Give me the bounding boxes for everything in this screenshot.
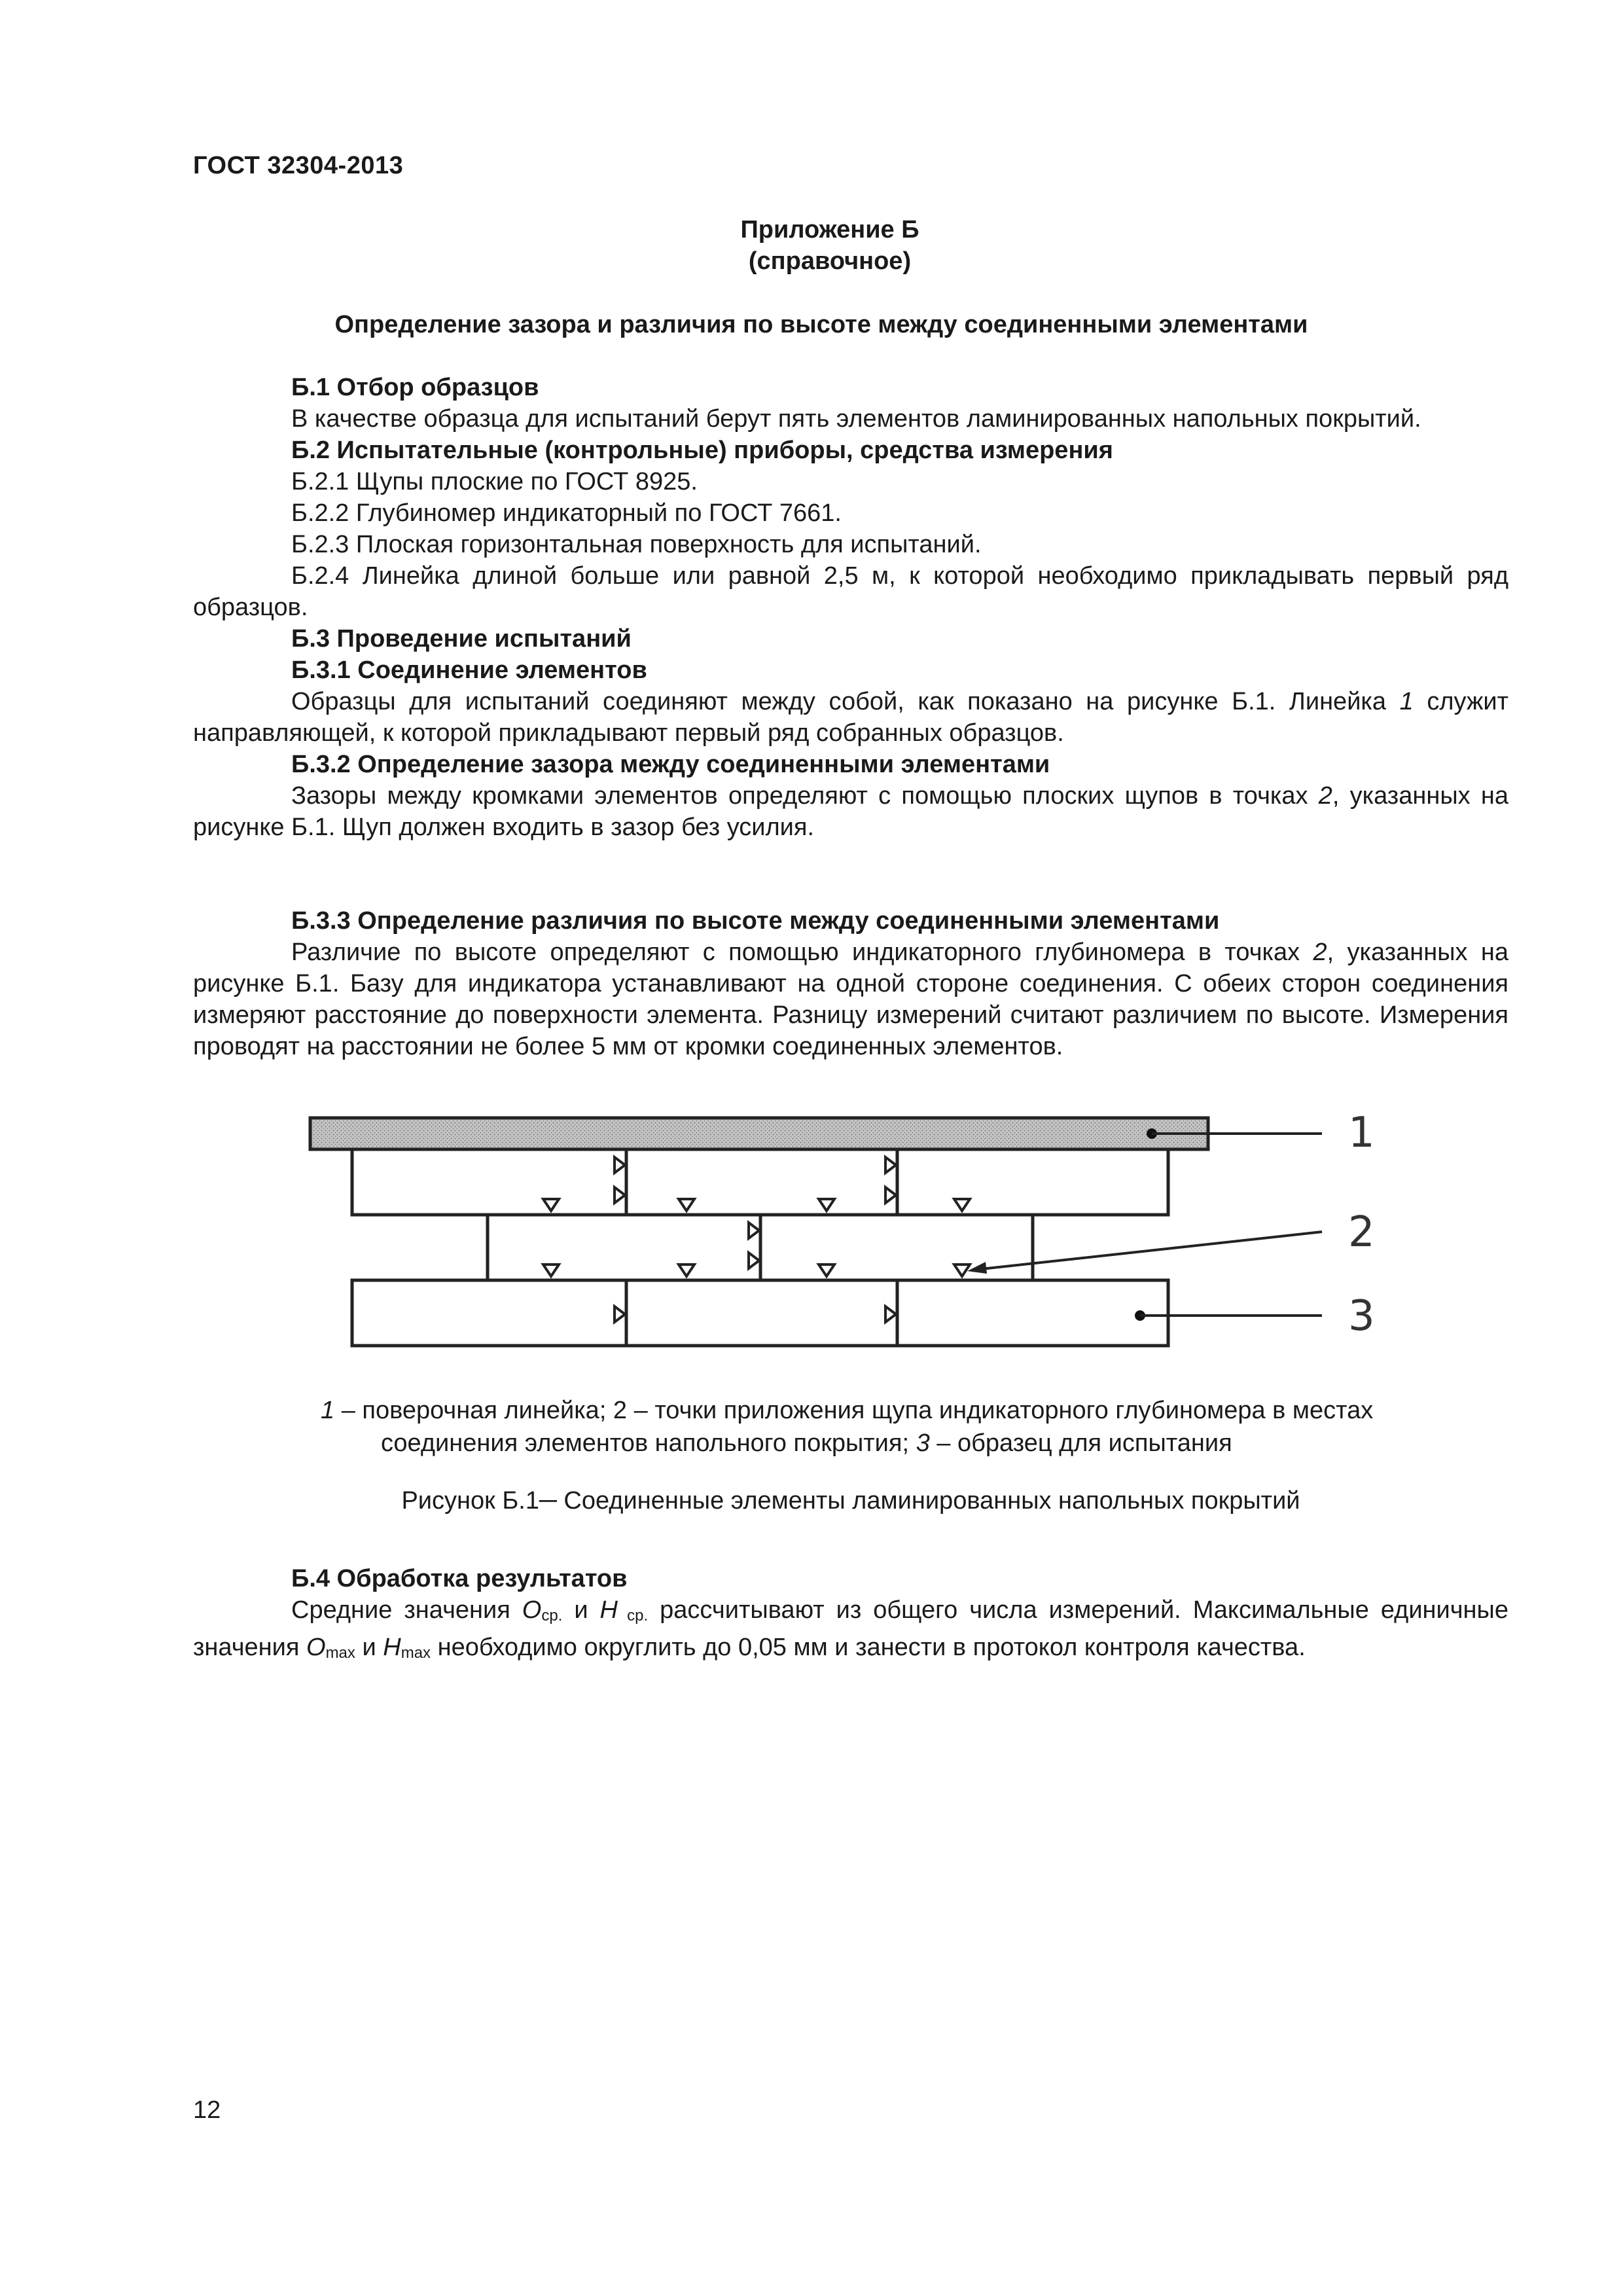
section-b3-1-text — [193, 686, 1508, 749]
legend-text: соединения элементов напольного покрытия; — [381, 1429, 916, 1457]
point-number: 2 — [1313, 939, 1327, 966]
symbol-h: H — [599, 1596, 618, 1624]
row1-elements — [352, 1149, 1168, 1215]
sections-b1-b3 — [193, 372, 1508, 843]
page-number: 12 — [193, 2096, 221, 2124]
section-b4-text — [193, 1594, 1508, 1669]
section-b2-1: Б.2.1 Щупы плоские по ГОСТ 8925. — [291, 468, 698, 495]
text-part: Образцы для испытаний соединяют между собой, как показано на рисунке Б.1. Линейка — [291, 688, 1400, 715]
text-part: рассчитывают из общего числа измерений. Максимальные единичные значения — [193, 1596, 1508, 1661]
symbol-h: H — [383, 1634, 401, 1661]
legend-text: – образец для испытания — [929, 1429, 1232, 1457]
section-b3-2-heading: Б.3.2 Определение зазора между соединенными элементами — [291, 751, 1050, 778]
section-b4-heading: Б.4 Обработка результатов — [291, 1565, 628, 1592]
legend-line-1 — [321, 1394, 1512, 1427]
point-number: 2 — [1318, 782, 1332, 810]
section-b2-2: Б.2.2 Глубиномер индикаторный по ГОСТ 7661. — [291, 499, 842, 527]
section-b1-heading: Б.1 Отбор образцов — [291, 374, 539, 401]
figure-legend — [321, 1394, 1512, 1460]
callout-label-2: 2 — [1348, 1208, 1375, 1257]
text-part: Зазоры между кромками элементов определяют с помощью плоских щупов в точках — [291, 782, 1319, 810]
subscript: ср. — [541, 1607, 563, 1624]
symbol-o: O — [522, 1596, 542, 1624]
appendix-title: Приложение Б — [740, 216, 919, 243]
legend-line-2 — [321, 1427, 1512, 1460]
section-b3-3 — [193, 905, 1508, 1062]
text-part: и — [355, 1634, 383, 1661]
document-code: ГОСТ 32304-2013 — [193, 152, 404, 179]
straightedge-ruler — [310, 1118, 1208, 1149]
section-b3-2-text — [193, 780, 1508, 843]
figure-b1 — [301, 1106, 1414, 1368]
text-part: Различие по высоте определяют с помощью индикаторного глубиномера в точках — [291, 939, 1313, 966]
section-b2-3: Б.2.3 Плоская горизонтальная поверхность для испытаний. — [291, 531, 982, 558]
section-b3-heading: Б.3 Проведение испытаний — [291, 625, 632, 653]
symbol-o: O — [306, 1634, 326, 1661]
section-b2-4: Б.2.4 Линейка длиной больше или равной 2,5 м, к которой необходимо прикладывать первый ряд образцов. — [193, 562, 1508, 621]
section-b3-3-text — [193, 937, 1508, 1062]
callout-label-1: 1 — [1348, 1109, 1375, 1157]
legend-text: – поверочная линейка; 2 – точки приложения щупа индикаторного глубиномера в местах — [334, 1397, 1374, 1424]
subscript: max — [401, 1644, 431, 1662]
appendix-note: (справочное) — [748, 247, 912, 275]
ruler-number: 1 — [1399, 688, 1414, 715]
legend-number: 3 — [916, 1429, 930, 1457]
subscript: ср. — [618, 1607, 649, 1624]
figure-b1-diagram — [301, 1106, 1414, 1368]
text-part: и — [562, 1596, 600, 1624]
row3-elements — [352, 1280, 1168, 1346]
figure-caption: Рисунок Б.1─ Соединенные элементы ламинированных напольных покрытий — [401, 1487, 1300, 1515]
subscript: max — [325, 1644, 355, 1662]
section-b2-heading: Б.2 Испытательные (контрольные) приборы, средства измерения — [291, 437, 1113, 464]
section-b3-3-heading: Б.3.3 Определение различия по высоте между соединенными элементами — [291, 907, 1220, 935]
appendix-main-title: Определение зазора и различия по высоте между соединенными элементами — [334, 311, 1308, 338]
text-part: , указанных на рисунке Б.1. Базу для индикатора устанавливают на одной стороне соединения. С обеих сторон соединения измеряют расстояние до поверхности элемента. Разницу измерений считают различием по высоте. Измерения проводят на расстоянии не более 5 мм от кромки соединенных элементов. — [193, 939, 1508, 1060]
text-part: служит направляющей, к которой прикладывают первый ряд собранных образцов. — [193, 688, 1508, 747]
callout-label-3: 3 — [1348, 1292, 1375, 1340]
section-b4 — [193, 1563, 1508, 1669]
section-b1-text: В качестве образца для испытаний берут пять элементов ламинированных напольных покрытий. — [291, 405, 1421, 433]
text-part: Средние значения — [291, 1596, 522, 1624]
legend-number: 1 — [321, 1397, 335, 1424]
text-part: необходимо округлить до 0,05 мм и занести в протокол контроля качества. — [431, 1634, 1306, 1661]
section-b3-1-heading: Б.3.1 Соединение элементов — [291, 656, 647, 684]
text-part: , указанных на рисунке Б.1. Щуп должен входить в зазор без усилия. — [193, 782, 1508, 841]
